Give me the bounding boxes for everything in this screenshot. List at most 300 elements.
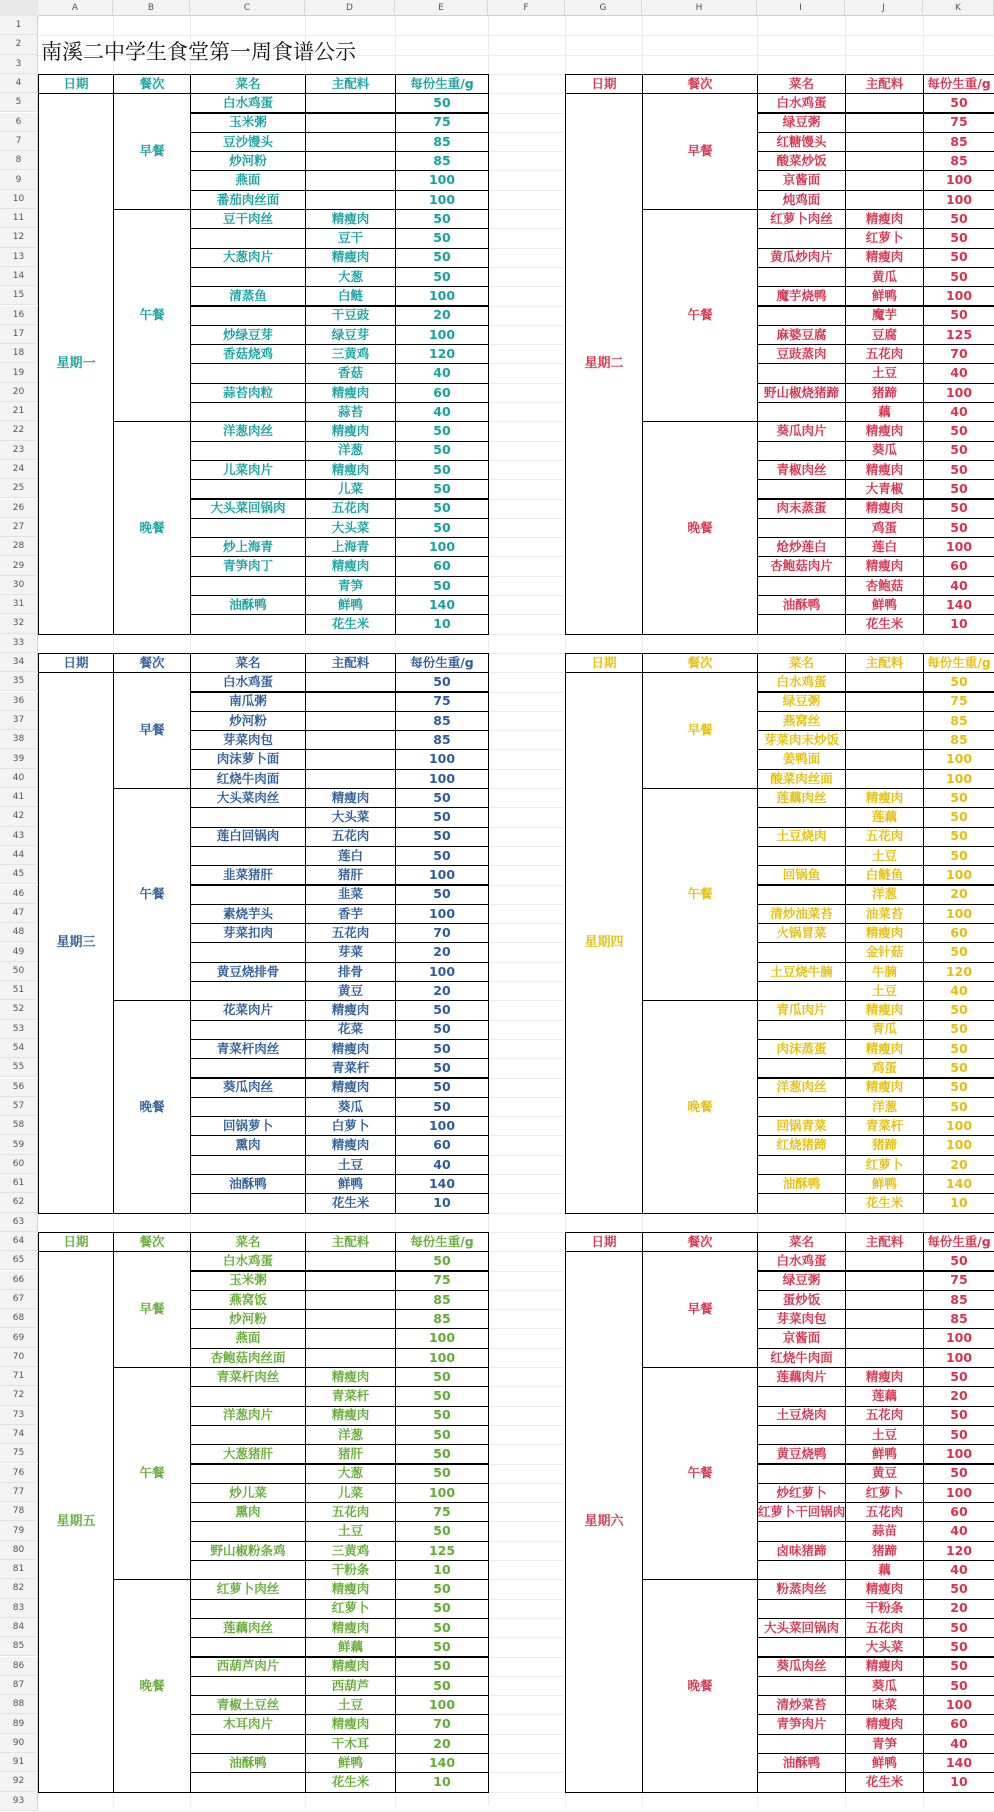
ingredient-cell[interactable]: 红萝卜 xyxy=(845,1155,924,1175)
ingredient-cell[interactable] xyxy=(845,132,924,152)
weight-cell[interactable]: 85 xyxy=(923,1309,994,1329)
row-number[interactable]: 65 xyxy=(0,1251,38,1270)
weight-cell[interactable]: 50 xyxy=(923,1097,994,1117)
dish-name-cell[interactable]: 莲藕肉片 xyxy=(757,1367,846,1387)
dish-name-cell[interactable]: 酸菜肉丝面 xyxy=(757,769,846,789)
ingredient-cell[interactable]: 葵瓜 xyxy=(845,441,924,461)
weight-cell[interactable]: 20 xyxy=(395,1734,489,1754)
ingredient-cell[interactable]: 土豆 xyxy=(305,1155,396,1175)
weight-cell[interactable]: 100 xyxy=(923,1483,994,1503)
ingredient-cell[interactable]: 芽菜 xyxy=(305,942,396,962)
row-number[interactable]: 3 xyxy=(0,55,38,74)
row-number[interactable]: 11 xyxy=(0,209,38,228)
ingredient-cell[interactable] xyxy=(305,151,396,171)
ingredient-cell[interactable]: 洋葱 xyxy=(845,885,924,905)
dish-name-cell[interactable] xyxy=(757,576,846,596)
dish-name-cell[interactable]: 回锅青菜 xyxy=(757,1116,846,1136)
dish-name-cell[interactable] xyxy=(757,1020,846,1040)
ingredient-cell[interactable]: 花生米 xyxy=(305,1772,396,1792)
weight-cell[interactable]: 50 xyxy=(923,942,994,962)
ingredient-cell[interactable]: 精瘦肉 xyxy=(845,421,924,441)
weight-cell[interactable]: 50 xyxy=(395,1618,489,1638)
dish-name-cell[interactable] xyxy=(757,1599,846,1619)
ingredient-cell[interactable] xyxy=(845,672,924,692)
weight-cell[interactable]: 85 xyxy=(395,711,489,731)
ingredient-cell[interactable]: 五花肉 xyxy=(845,827,924,847)
ingredient-cell[interactable] xyxy=(845,1271,924,1291)
weight-cell[interactable]: 50 xyxy=(395,1039,489,1059)
dish-name-cell[interactable] xyxy=(190,1020,306,1040)
row-number[interactable]: 88 xyxy=(0,1695,38,1714)
weight-cell[interactable]: 75 xyxy=(923,113,994,133)
row-number[interactable]: 92 xyxy=(0,1772,38,1791)
ingredient-cell[interactable]: 精瘦肉 xyxy=(845,1078,924,1098)
ingredient-cell[interactable]: 精瘦肉 xyxy=(305,460,396,480)
weight-cell[interactable]: 10 xyxy=(923,614,994,634)
row-number[interactable]: 9 xyxy=(0,170,38,189)
weight-cell[interactable]: 40 xyxy=(923,576,994,596)
row-number[interactable]: 4 xyxy=(0,74,38,93)
ingredient-cell[interactable]: 花生米 xyxy=(845,614,924,634)
ingredient-cell[interactable]: 鲜鸭 xyxy=(845,595,924,615)
ingredient-cell[interactable]: 精瘦肉 xyxy=(305,1135,396,1155)
weight-cell[interactable]: 50 xyxy=(395,788,489,808)
weight-cell[interactable]: 50 xyxy=(923,1039,994,1059)
weight-cell[interactable]: 50 xyxy=(923,1637,994,1657)
weight-cell[interactable]: 10 xyxy=(923,1193,994,1213)
header-ingredient[interactable]: 主配料 xyxy=(845,653,924,673)
dish-name-cell[interactable] xyxy=(757,1097,846,1117)
dish-name-cell[interactable]: 番茄肉丝面 xyxy=(190,190,306,210)
row-number[interactable]: 55 xyxy=(0,1058,38,1077)
ingredient-cell[interactable]: 鲜藕 xyxy=(305,1637,396,1657)
dish-name-cell[interactable] xyxy=(757,1464,846,1484)
ingredient-cell[interactable]: 香芋 xyxy=(305,904,396,924)
weight-cell[interactable]: 50 xyxy=(923,306,994,326)
dish-name-cell[interactable]: 葵瓜肉丝 xyxy=(757,1657,846,1677)
dish-name-cell[interactable] xyxy=(190,518,306,538)
weight-cell[interactable]: 100 xyxy=(923,1135,994,1155)
weight-cell[interactable]: 50 xyxy=(395,1521,489,1541)
dish-name-cell[interactable] xyxy=(757,614,846,634)
ingredient-cell[interactable] xyxy=(305,769,396,789)
meal-label[interactable]: 午餐 xyxy=(113,1367,191,1580)
weight-cell[interactable]: 50 xyxy=(395,93,489,113)
ingredient-cell[interactable]: 干木耳 xyxy=(305,1734,396,1754)
dish-name-cell[interactable]: 蒜苔肉粒 xyxy=(190,383,306,403)
dish-name-cell[interactable]: 回锅鱼 xyxy=(757,865,846,885)
row-number[interactable]: 85 xyxy=(0,1637,38,1656)
dish-name-cell[interactable]: 野山椒烧猪蹄 xyxy=(757,383,846,403)
dish-name-cell[interactable]: 豆干肉丝 xyxy=(190,209,306,229)
weight-cell[interactable]: 20 xyxy=(923,1599,994,1619)
dish-name-cell[interactable]: 玉米粥 xyxy=(190,1271,306,1291)
header-dish[interactable]: 菜名 xyxy=(757,1232,846,1252)
ingredient-cell[interactable]: 三黄鸡 xyxy=(305,1541,396,1561)
ingredient-cell[interactable]: 五花肉 xyxy=(845,1618,924,1638)
ingredient-cell[interactable]: 红萝卜 xyxy=(845,228,924,248)
row-number[interactable]: 18 xyxy=(0,344,38,363)
ingredient-cell[interactable]: 牛腩 xyxy=(845,962,924,982)
ingredient-cell[interactable]: 精瘦肉 xyxy=(845,248,924,268)
dish-name-cell[interactable] xyxy=(757,1734,846,1754)
ingredient-cell[interactable] xyxy=(845,711,924,731)
dish-name-cell[interactable]: 燕面 xyxy=(190,1328,306,1348)
dish-name-cell[interactable]: 青笋肉片 xyxy=(757,1714,846,1734)
dish-name-cell[interactable]: 芽菜肉包 xyxy=(757,1309,846,1329)
ingredient-cell[interactable]: 花生米 xyxy=(305,1193,396,1213)
row-number[interactable]: 72 xyxy=(0,1386,38,1405)
meal-label[interactable]: 早餐 xyxy=(113,1251,191,1368)
ingredient-cell[interactable]: 鲜鸭 xyxy=(845,1753,924,1773)
ingredient-cell[interactable] xyxy=(305,749,396,769)
weight-cell[interactable]: 85 xyxy=(395,1290,489,1310)
dish-name-cell[interactable] xyxy=(190,479,306,499)
meal-label[interactable]: 晚餐 xyxy=(113,1000,191,1213)
select-all-corner[interactable] xyxy=(0,0,39,17)
row-number[interactable]: 81 xyxy=(0,1560,38,1579)
dish-name-cell[interactable]: 绿豆粥 xyxy=(757,1271,846,1291)
row-number[interactable]: 34 xyxy=(0,653,38,672)
ingredient-cell[interactable] xyxy=(845,113,924,133)
row-number[interactable]: 89 xyxy=(0,1714,38,1733)
header-meal[interactable]: 餐次 xyxy=(642,74,758,94)
weight-cell[interactable]: 60 xyxy=(923,923,994,943)
dish-name-cell[interactable]: 西葫芦肉片 xyxy=(190,1657,306,1677)
weight-cell[interactable]: 85 xyxy=(395,1309,489,1329)
row-number[interactable]: 19 xyxy=(0,363,38,382)
ingredient-cell[interactable] xyxy=(305,190,396,210)
dish-name-cell[interactable] xyxy=(190,1193,306,1213)
dish-name-cell[interactable]: 红烧牛肉面 xyxy=(757,1348,846,1368)
row-number[interactable]: 12 xyxy=(0,228,38,247)
meal-label[interactable]: 早餐 xyxy=(642,672,758,789)
ingredient-cell[interactable]: 干粉条 xyxy=(305,1560,396,1580)
ingredient-cell[interactable]: 鲜鸭 xyxy=(305,1753,396,1773)
ingredient-cell[interactable]: 精瘦肉 xyxy=(845,499,924,519)
ingredient-cell[interactable] xyxy=(845,749,924,769)
weight-cell[interactable]: 20 xyxy=(395,981,489,1001)
weight-cell[interactable]: 140 xyxy=(923,1174,994,1194)
dish-name-cell[interactable]: 葵瓜肉片 xyxy=(757,421,846,441)
row-number[interactable]: 26 xyxy=(0,499,38,518)
ingredient-cell[interactable]: 儿菜 xyxy=(305,1483,396,1503)
ingredient-cell[interactable]: 猪蹄 xyxy=(845,1541,924,1561)
dish-name-cell[interactable] xyxy=(190,1637,306,1657)
row-number[interactable]: 63 xyxy=(0,1213,38,1232)
ingredient-cell[interactable]: 精瘦肉 xyxy=(305,209,396,229)
weight-cell[interactable]: 50 xyxy=(923,1657,994,1677)
dish-name-cell[interactable]: 素烧芋头 xyxy=(190,904,306,924)
dish-name-cell[interactable] xyxy=(757,1560,846,1580)
ingredient-cell[interactable]: 绿豆芽 xyxy=(305,325,396,345)
ingredient-cell[interactable] xyxy=(305,132,396,152)
ingredient-cell[interactable]: 洋葱 xyxy=(305,441,396,461)
weight-cell[interactable]: 60 xyxy=(923,556,994,576)
weight-cell[interactable]: 75 xyxy=(395,1502,489,1522)
weight-cell[interactable]: 50 xyxy=(395,807,489,827)
weight-cell[interactable]: 85 xyxy=(395,132,489,152)
dish-name-cell[interactable] xyxy=(190,1521,306,1541)
weight-cell[interactable]: 50 xyxy=(395,1097,489,1117)
row-number[interactable]: 27 xyxy=(0,518,38,537)
dish-name-cell[interactable]: 卤味猪蹄 xyxy=(757,1541,846,1561)
dish-name-cell[interactable]: 洋葱肉片 xyxy=(190,1406,306,1426)
ingredient-cell[interactable]: 西葫芦 xyxy=(305,1676,396,1696)
row-number[interactable]: 2 xyxy=(0,35,38,54)
weight-cell[interactable]: 20 xyxy=(395,942,489,962)
dish-name-cell[interactable]: 白水鸡蛋 xyxy=(757,93,846,113)
row-number[interactable]: 21 xyxy=(0,402,38,421)
header-dish[interactable]: 菜名 xyxy=(757,653,846,673)
row-number[interactable]: 13 xyxy=(0,248,38,267)
weight-cell[interactable]: 40 xyxy=(395,1155,489,1175)
weight-cell[interactable]: 75 xyxy=(395,1271,489,1291)
dish-name-cell[interactable]: 木耳肉片 xyxy=(190,1714,306,1734)
dish-name-cell[interactable] xyxy=(757,981,846,1001)
row-number[interactable]: 67 xyxy=(0,1290,38,1309)
dish-name-cell[interactable] xyxy=(190,228,306,248)
dish-name-cell[interactable] xyxy=(190,1155,306,1175)
dish-name-cell[interactable]: 青瓜肉片 xyxy=(757,1000,846,1020)
ingredient-cell[interactable]: 藕 xyxy=(845,1560,924,1580)
weight-cell[interactable]: 100 xyxy=(923,170,994,190)
row-number[interactable]: 77 xyxy=(0,1483,38,1502)
weight-cell[interactable]: 50 xyxy=(923,846,994,866)
meal-label[interactable]: 午餐 xyxy=(642,1367,758,1580)
header-weight[interactable]: 每份生重/g xyxy=(923,74,994,94)
ingredient-cell[interactable]: 五花肉 xyxy=(305,499,396,519)
weight-cell[interactable]: 140 xyxy=(395,1174,489,1194)
dish-name-cell[interactable] xyxy=(190,846,306,866)
dish-name-cell[interactable]: 白水鸡蛋 xyxy=(190,672,306,692)
dish-name-cell[interactable] xyxy=(190,1676,306,1696)
weight-cell[interactable]: 50 xyxy=(923,228,994,248)
weight-cell[interactable]: 50 xyxy=(395,576,489,596)
day-label[interactable]: 星期三 xyxy=(38,672,114,1213)
weight-cell[interactable]: 85 xyxy=(923,151,994,171)
dish-name-cell[interactable] xyxy=(190,1734,306,1754)
ingredient-cell[interactable]: 油菜苔 xyxy=(845,904,924,924)
dish-name-cell[interactable]: 青菜杆肉丝 xyxy=(190,1039,306,1059)
ingredient-cell[interactable]: 金针菇 xyxy=(845,942,924,962)
weight-cell[interactable]: 75 xyxy=(923,1271,994,1291)
ingredient-cell[interactable]: 葵瓜 xyxy=(305,1097,396,1117)
dish-name-cell[interactable]: 杏鲍菇肉丝面 xyxy=(190,1348,306,1368)
dish-name-cell[interactable] xyxy=(757,1193,846,1213)
ingredient-cell[interactable]: 花生米 xyxy=(845,1193,924,1213)
ingredient-cell[interactable]: 精瘦肉 xyxy=(305,248,396,268)
column-header[interactable]: A xyxy=(38,0,113,16)
ingredient-cell[interactable]: 洋葱 xyxy=(845,1097,924,1117)
header-date[interactable]: 日期 xyxy=(565,653,643,673)
column-header[interactable]: H xyxy=(642,0,757,16)
dish-name-cell[interactable] xyxy=(757,267,846,287)
weight-cell[interactable]: 50 xyxy=(395,479,489,499)
ingredient-cell[interactable]: 精瘦肉 xyxy=(305,1000,396,1020)
ingredient-cell[interactable]: 精瘦肉 xyxy=(845,209,924,229)
ingredient-cell[interactable] xyxy=(305,1328,396,1348)
dish-name-cell[interactable]: 红烧牛肉面 xyxy=(190,769,306,789)
weight-cell[interactable]: 120 xyxy=(923,1541,994,1561)
row-number[interactable]: 49 xyxy=(0,942,38,961)
dish-name-cell[interactable]: 红烧猪蹄 xyxy=(757,1135,846,1155)
dish-name-cell[interactable]: 葵瓜肉丝 xyxy=(190,1078,306,1098)
dish-name-cell[interactable]: 红萝卜肉丝 xyxy=(757,209,846,229)
dish-name-cell[interactable] xyxy=(757,1676,846,1696)
weight-cell[interactable]: 10 xyxy=(395,614,489,634)
ingredient-cell[interactable]: 猪肝 xyxy=(305,1444,396,1464)
ingredient-cell[interactable]: 精瘦肉 xyxy=(305,1618,396,1638)
weight-cell[interactable]: 50 xyxy=(395,1676,489,1696)
ingredient-cell[interactable]: 洋葱 xyxy=(305,1425,396,1445)
row-number[interactable]: 28 xyxy=(0,537,38,556)
weight-cell[interactable]: 50 xyxy=(923,460,994,480)
dish-name-cell[interactable]: 豆豉蒸肉 xyxy=(757,344,846,364)
ingredient-cell[interactable]: 猪蹄 xyxy=(845,1135,924,1155)
weight-cell[interactable]: 50 xyxy=(395,1579,489,1599)
header-ingredient[interactable]: 主配料 xyxy=(305,1232,396,1252)
ingredient-cell[interactable]: 精瘦肉 xyxy=(305,421,396,441)
row-number[interactable]: 62 xyxy=(0,1193,38,1212)
header-date[interactable]: 日期 xyxy=(565,1232,643,1252)
weight-cell[interactable]: 10 xyxy=(395,1560,489,1580)
weight-cell[interactable]: 50 xyxy=(923,827,994,847)
ingredient-cell[interactable] xyxy=(845,730,924,750)
ingredient-cell[interactable]: 精瘦肉 xyxy=(845,1039,924,1059)
row-number[interactable]: 50 xyxy=(0,962,38,981)
dish-name-cell[interactable]: 清炒菜苔 xyxy=(757,1695,846,1715)
ingredient-cell[interactable]: 上海青 xyxy=(305,537,396,557)
row-number[interactable]: 6 xyxy=(0,113,38,132)
dish-name-cell[interactable]: 洋葱肉丝 xyxy=(757,1078,846,1098)
weight-cell[interactable]: 50 xyxy=(395,441,489,461)
weight-cell[interactable]: 50 xyxy=(395,672,489,692)
dish-name-cell[interactable] xyxy=(757,807,846,827)
weight-cell[interactable]: 60 xyxy=(395,556,489,576)
header-dish[interactable]: 菜名 xyxy=(757,74,846,94)
ingredient-cell[interactable]: 三黄鸡 xyxy=(305,344,396,364)
weight-cell[interactable]: 40 xyxy=(923,981,994,1001)
column-header[interactable]: J xyxy=(845,0,923,16)
row-number[interactable]: 14 xyxy=(0,267,38,286)
dish-name-cell[interactable]: 绿豆粥 xyxy=(757,692,846,712)
dish-name-cell[interactable]: 粉蒸肉丝 xyxy=(757,1579,846,1599)
ingredient-cell[interactable] xyxy=(845,692,924,712)
ingredient-cell[interactable]: 大头菜 xyxy=(305,518,396,538)
row-number[interactable]: 64 xyxy=(0,1232,38,1251)
row-number[interactable]: 69 xyxy=(0,1328,38,1347)
row-number[interactable]: 39 xyxy=(0,749,38,768)
weight-cell[interactable]: 40 xyxy=(923,1560,994,1580)
dish-name-cell[interactable]: 黄瓜炒肉片 xyxy=(757,248,846,268)
ingredient-cell[interactable]: 精瘦肉 xyxy=(845,1000,924,1020)
weight-cell[interactable]: 50 xyxy=(395,1425,489,1445)
ingredient-cell[interactable] xyxy=(845,93,924,113)
row-number[interactable]: 87 xyxy=(0,1676,38,1695)
ingredient-cell[interactable]: 白鲢 xyxy=(305,286,396,306)
meal-label[interactable]: 午餐 xyxy=(113,788,191,1001)
row-number[interactable]: 1 xyxy=(0,16,38,35)
dish-name-cell[interactable]: 京酱面 xyxy=(757,1328,846,1348)
ingredient-cell[interactable]: 精瘦肉 xyxy=(305,1657,396,1677)
row-number[interactable]: 79 xyxy=(0,1521,38,1540)
header-weight[interactable]: 每份生重/g xyxy=(395,653,489,673)
meal-label[interactable]: 晚餐 xyxy=(642,421,758,634)
ingredient-cell[interactable]: 精瘦肉 xyxy=(305,788,396,808)
ingredient-cell[interactable]: 葵瓜 xyxy=(845,1676,924,1696)
weight-cell[interactable]: 50 xyxy=(395,1464,489,1484)
weight-cell[interactable]: 60 xyxy=(395,383,489,403)
row-number[interactable]: 37 xyxy=(0,711,38,730)
row-number[interactable]: 71 xyxy=(0,1367,38,1386)
dish-name-cell[interactable]: 熏肉 xyxy=(190,1502,306,1522)
weight-cell[interactable]: 50 xyxy=(395,1657,489,1677)
weight-cell[interactable]: 50 xyxy=(923,1251,994,1271)
dish-name-cell[interactable]: 红萝卜肉丝 xyxy=(190,1579,306,1599)
weight-cell[interactable]: 50 xyxy=(923,807,994,827)
dish-name-cell[interactable]: 油酥鸭 xyxy=(190,1174,306,1194)
dish-name-cell[interactable] xyxy=(757,306,846,326)
ingredient-cell[interactable] xyxy=(845,170,924,190)
dish-name-cell[interactable]: 玉米粥 xyxy=(190,113,306,133)
dish-name-cell[interactable]: 清炒油菜苔 xyxy=(757,904,846,924)
column-header[interactable]: K xyxy=(923,0,994,16)
row-number[interactable]: 60 xyxy=(0,1155,38,1174)
row-number[interactable]: 17 xyxy=(0,325,38,344)
sheet-title[interactable]: 南溪二中学生食堂第一周食谱公示 xyxy=(41,40,356,64)
dish-name-cell[interactable]: 土豆烧肉 xyxy=(757,1406,846,1426)
ingredient-cell[interactable]: 精瘦肉 xyxy=(305,383,396,403)
ingredient-cell[interactable]: 红萝卜 xyxy=(845,1483,924,1503)
dish-name-cell[interactable] xyxy=(190,1772,306,1792)
header-ingredient[interactable]: 主配料 xyxy=(845,1232,924,1252)
day-label[interactable]: 星期六 xyxy=(565,1251,643,1792)
weight-cell[interactable]: 75 xyxy=(395,113,489,133)
dish-name-cell[interactable]: 大葱猪肝 xyxy=(190,1444,306,1464)
weight-cell[interactable]: 50 xyxy=(395,885,489,905)
row-number[interactable]: 82 xyxy=(0,1579,38,1598)
dish-name-cell[interactable] xyxy=(190,1058,306,1078)
dish-name-cell[interactable] xyxy=(757,518,846,538)
dish-name-cell[interactable] xyxy=(757,1521,846,1541)
dish-name-cell[interactable]: 红萝卜干回锅肉 xyxy=(757,1502,846,1522)
dish-name-cell[interactable]: 大葱肉片 xyxy=(190,248,306,268)
ingredient-cell[interactable]: 黄瓜 xyxy=(845,267,924,287)
dish-name-cell[interactable]: 白水鸡蛋 xyxy=(757,1251,846,1271)
weight-cell[interactable]: 140 xyxy=(395,595,489,615)
weight-cell[interactable]: 85 xyxy=(923,730,994,750)
ingredient-cell[interactable]: 大葱 xyxy=(305,1464,396,1484)
ingredient-cell[interactable] xyxy=(845,769,924,789)
ingredient-cell[interactable]: 香菇 xyxy=(305,363,396,383)
weight-cell[interactable]: 50 xyxy=(923,441,994,461)
ingredient-cell[interactable]: 精瘦肉 xyxy=(845,923,924,943)
weight-cell[interactable]: 10 xyxy=(395,1772,489,1792)
dish-name-cell[interactable]: 南瓜粥 xyxy=(190,692,306,712)
weight-cell[interactable]: 50 xyxy=(395,499,489,519)
ingredient-cell[interactable]: 青笋 xyxy=(305,576,396,596)
weight-cell[interactable]: 85 xyxy=(395,151,489,171)
weight-cell[interactable]: 70 xyxy=(395,923,489,943)
dish-name-cell[interactable]: 绿豆粥 xyxy=(757,113,846,133)
weight-cell[interactable]: 100 xyxy=(923,1116,994,1136)
weight-cell[interactable]: 100 xyxy=(923,383,994,403)
dish-name-cell[interactable]: 京酱面 xyxy=(757,170,846,190)
dish-name-cell[interactable] xyxy=(757,363,846,383)
weight-cell[interactable]: 100 xyxy=(395,286,489,306)
header-ingredient[interactable]: 主配料 xyxy=(305,653,396,673)
